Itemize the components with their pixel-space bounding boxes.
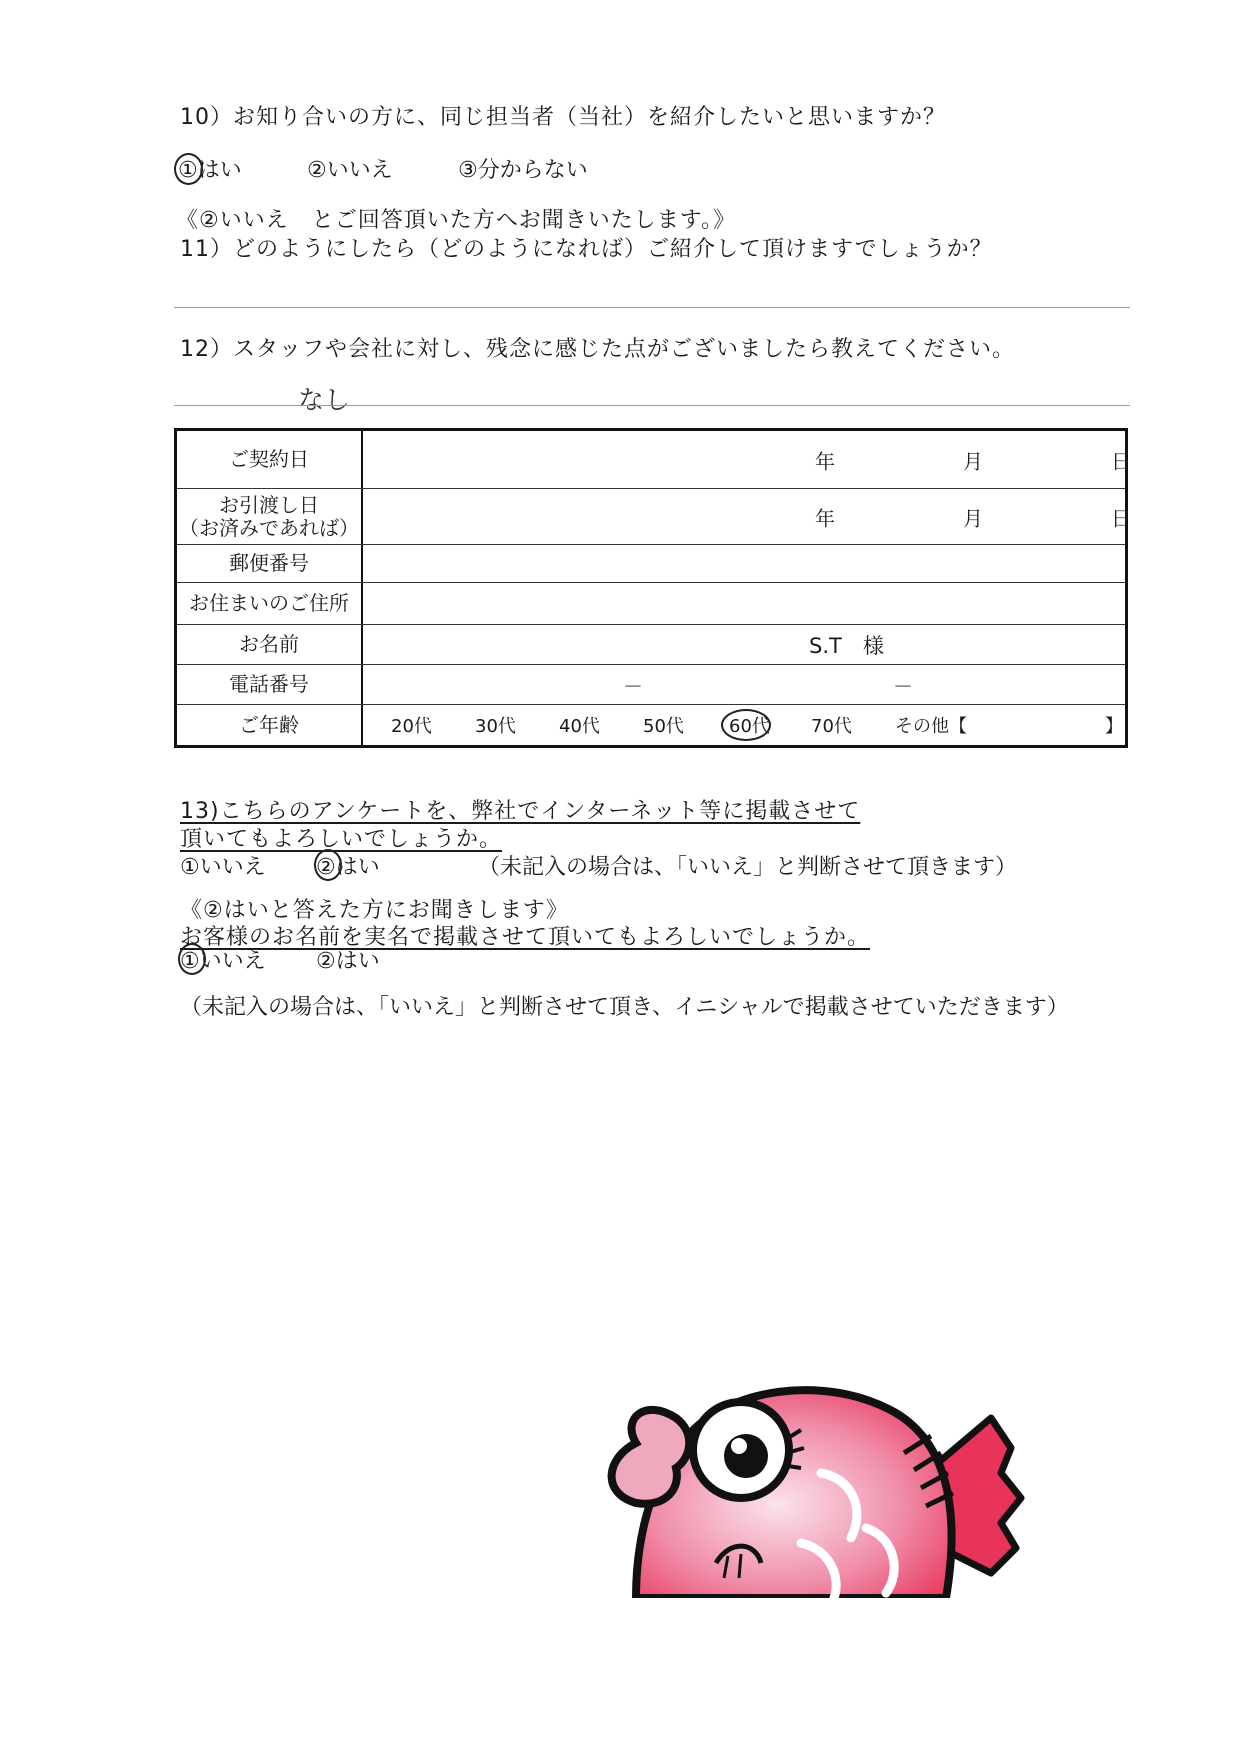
address-label: お住まいのご住所 — [177, 583, 363, 624]
q13-selected-circle — [314, 849, 342, 881]
q13-option-no[interactable]: ①いいえ — [180, 855, 266, 880]
move-date-label: お引渡し日 （お済みであれば） — [177, 489, 363, 544]
q10-option-no[interactable]: ②いいえ — [307, 158, 393, 183]
q13-default-note: （未記入の場合は、「いいえ」と判断させて頂きます） — [478, 855, 1018, 880]
q12-text: 12）スタッフや会社に対し、残念に感じた点がございましたら教えてください。 — [180, 337, 1015, 362]
age-50s[interactable]: 50代 — [643, 716, 684, 737]
phone-field[interactable]: － － — [623, 674, 913, 698]
q11-answer-line — [174, 307, 1130, 308]
q12-answer-line — [174, 405, 1130, 406]
phone-label: 電話番号 — [177, 665, 363, 704]
age-20s[interactable]: 20代 — [391, 716, 432, 737]
age-selected-circle — [721, 709, 771, 741]
q13-option-yes[interactable]: ②はい — [316, 855, 380, 880]
age-options — [363, 705, 1125, 745]
fish-mascot-icon — [596, 1378, 1056, 1598]
name-label: お名前 — [177, 625, 363, 664]
q10-selected-circle — [174, 153, 203, 185]
age-70s[interactable]: 70代 — [811, 716, 852, 737]
q13-text-line2: 頂いてもよろしいでしょうか。 — [180, 827, 503, 852]
q10-text: 10）お知り合いの方に、同じ担当者（当社）を紹介したいと思いますか？ — [180, 105, 946, 130]
q10-option-yes[interactable]: ①はい — [178, 158, 242, 183]
q13-footer-note: （未記入の場合は、「いいえ」と判断させて頂き、イニシャルで掲載させていただきます） — [180, 995, 1069, 1020]
address-field[interactable] — [363, 583, 1125, 624]
address-row — [177, 583, 1125, 625]
age-40s[interactable]: 40代 — [559, 716, 600, 737]
move-date-row — [177, 489, 1131, 545]
postal-row — [177, 545, 1125, 583]
postal-field[interactable] — [363, 545, 1125, 582]
q13-sub-option-yes[interactable]: ②はい — [316, 949, 380, 974]
contract-date-field[interactable]: 年 月 日 — [815, 449, 1131, 473]
age-60s[interactable]: 60代 — [729, 716, 770, 737]
age-other-close: 】 — [1105, 716, 1123, 737]
phone-row — [177, 665, 1125, 705]
name-row — [177, 625, 1125, 665]
q11-note: 《②いいえ とご回答頂いた方へお聞きいたします。》 — [176, 208, 736, 233]
q13-sub-option-no[interactable]: ①いいえ — [180, 949, 266, 974]
q10-option-unknown[interactable]: ③分からない — [458, 158, 588, 183]
name-value: S.T 様 — [809, 633, 884, 658]
contract-date-row — [177, 431, 1131, 489]
age-other[interactable]: その他【 — [895, 716, 967, 737]
q12-handwritten-answer: なし — [298, 386, 351, 416]
age-row — [177, 705, 1125, 745]
age-label: ご年齢 — [177, 705, 363, 745]
q13-sub-text: お客様のお名前を実名で掲載させて頂いてもよろしいでしょうか。 — [180, 925, 871, 950]
q13-sub-selected-circle — [178, 943, 206, 975]
q13-sub-note: 《②はいと答えた方にお聞きします》 — [180, 898, 569, 923]
age-30s[interactable]: 30代 — [475, 716, 516, 737]
q11-text: 11）どのようにしたら（どのようになれば）ご紹介して頂けますでしょうか？ — [180, 237, 993, 262]
move-date-field[interactable]: 年 月 日 — [815, 506, 1131, 530]
customer-info-table — [174, 428, 1131, 748]
q13-text-line1: 13)こちらのアンケートを、弊社でインターネット等に掲載させて — [180, 799, 861, 824]
postal-label: 郵便番号 — [177, 545, 363, 582]
contract-date-label: ご契約日 — [177, 431, 363, 488]
name-field[interactable] — [363, 625, 1125, 664]
